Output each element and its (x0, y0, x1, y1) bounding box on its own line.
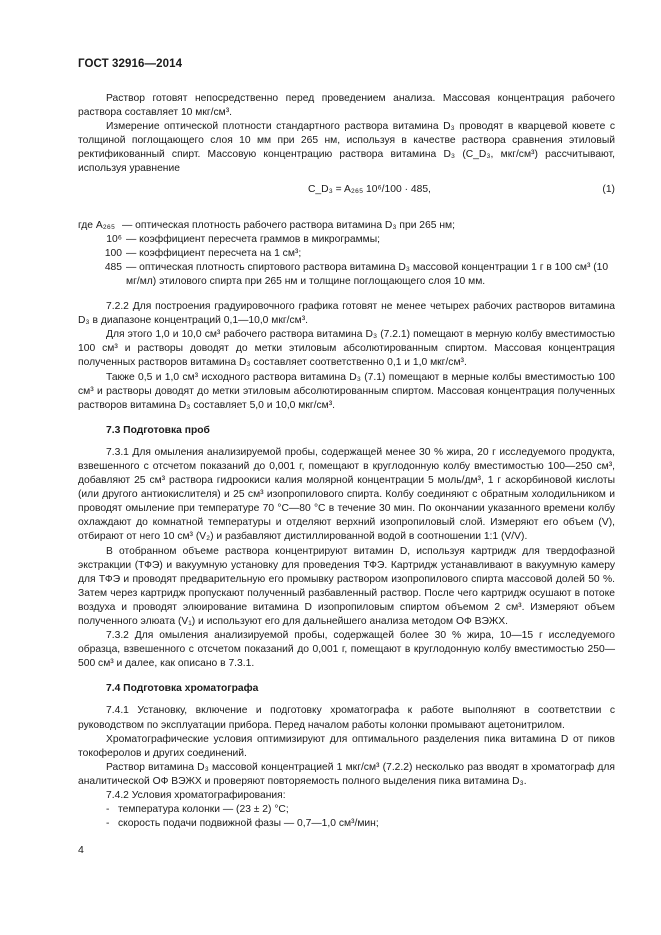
definition-item (78, 219, 615, 233)
list-item-text: температура колонки — (23 ± 2) °C; (118, 804, 289, 816)
definition-text: — коэффициент пересчета граммов в микрограммы; (126, 233, 380, 245)
paragraph: Хроматографические условия оптимизируют для оптимального разделения пика витамина D от пиков токоферолов и других соединений. (78, 733, 615, 759)
definition-text: — коэффициент пересчета на 1 см³; (126, 247, 302, 259)
paragraph: В отобранном объеме раствора концентрируют витамин D, используя картридж для твердофазной экстракции (ТФЭ) и вакуумную установку для проведения ТФЭ. Картридж устанавливают в вакуумную камеру для ТФЭ и проводят предварительную его промывку раствором изопропилового спирта массовой долей 50 %. Затем через картридж пропускают полученный разбавленный раствор. После чего картридж осушают в потоке воздуха и проводят элюирование витамина D изопропиловым спиртом объемом 2 см³. Измеряют объем полученного элюата (V₁) и используют его для дальнейшего анализа методом ОФ ВЭЖХ. (78, 545, 615, 627)
page-number: 4 (78, 844, 84, 856)
definition-symbol: 485 (104, 261, 122, 273)
paragraph: Раствор витамина D₃ массовой концентрацией 1 мкг/см³ (7.2.2) несколько раз вводят в хроматограф для аналитической ОФ ВЭЖХ и проверяют повторяемость полного выделения пика витамина D₃. (78, 761, 615, 787)
definition-symbol: 10⁶ (106, 233, 122, 245)
formula-number: (1) (602, 183, 615, 195)
list-dash: - (106, 804, 110, 816)
definition-symbol: где A₂₆₅ (78, 219, 116, 231)
definition-item (78, 261, 615, 289)
paragraph: Раствор готовят непосредственно перед проведением анализа. Массовая концентрация рабочего раствора составляет 10 мкг/см³. (78, 93, 615, 119)
paragraph: 7.2.2 Для построения градуировочного графика готовят не менее четырех рабочих растворов витамина D₃ в диапазоне концентраций 0,1—10,0 мкг/см³. (78, 301, 615, 327)
list-item (106, 803, 615, 817)
list-item (106, 817, 615, 831)
definition-item (78, 247, 615, 261)
list-dash: - (106, 818, 110, 830)
definition-text: — оптическая плотность рабочего раствора витамина D₃ при 265 нм; (122, 219, 455, 231)
paragraph: Измерение оптической плотности стандартного раствора витамина D₃ проводят в кварцевой кювете с толщиной поглощающего слоя 10 мм при 265 нм, используя в качестве раствора сравнения этиловый ректификованный спирт. Массовую концентрацию раствора витамина D₃ (C_D₃, мкг/см³) рассчитывают, используя уравнение (78, 121, 615, 175)
paragraph: 7.3.2 Для омыления анализируемой пробы, содержащей более 30 % жира, 10—15 г исследуемого образца, взвешенного с отсчетом показаний до 0,001 г, помещают в круглодонную колбу вместимостью 250—500 см³ и далее, как описано в 7.3.1. (78, 630, 615, 670)
definition-item (78, 233, 615, 247)
paragraph: 7.3.1 Для омыления анализируемой пробы, содержащей менее 30 % жира, 20 г исследуемого продукта, взвешенного с отсчетом показаний до 0,001 г, помещают в круглодонную колбу вместимостью 100—250 см³, добавляют 25 см³ раствора гидроокиси калия молярной концентрации 5 моль/дм³, 1 г аскорбиновой кислоты (или другого антиокислителя) и 25 см³ изопропилового спирта. Колбу соединяют с обратным холодильником и проводят омыление при температуре 70 °C—80 °C в течение 30 мин. По окончании указанного времени колбу охлаждают до комнатной температуры и отделяют верхний изопропиловый слой. Измеряют его объем (V), отбирают от него 10 см³ (V₂) и разбавляют дистиллированной водой в соотношении 1:1 (V/V). (78, 446, 615, 543)
section-heading: 7.3 Подготовка проб (106, 424, 210, 436)
paragraph: 7.4.1 Установку, включение и подготовку хроматографа к работе выполняют в соответствии с руководством по эксплуатации прибора. Перед началом работы колонки промывают ацетонитрилом. (78, 705, 615, 731)
page-body (78, 92, 615, 831)
paragraph: Также 0,5 и 1,0 см³ исходного раствора витамина D₃ (7.1) помещают в мерные колбы вместимостью 100 см³ и растворы доводят до метки этиловым абсолютированным спиртом. Массовая концентрация полученных растворов витамина D₃ составляет 5,0 и 10,0 мкг/см³. (78, 371, 615, 411)
section-heading: 7.4 Подготовка хроматографа (106, 683, 259, 695)
list-item-text: скорость подачи подвижной фазы — 0,7—1,0 см³/мин; (118, 818, 379, 830)
formula-definitions (78, 219, 615, 289)
formula-expression: C_D₃ = A₂₆₅ 10⁶/100 · 485, (308, 183, 431, 195)
definition-text: — оптическая плотность спиртового раствора витамина D₃ массовой концентрации 1 г в 100 см³ (10 мг/мл) этилового спирта при 265 нм и толщине поглощающего слоя 10 мм. (126, 261, 609, 287)
paragraph: 7.4.2 Условия хроматографирования: (106, 790, 286, 802)
paragraph: Для этого 1,0 и 10,0 см³ рабочего раствора витамина D₃ (7.2.1) помещают в мерную колбу вместимостью 100 см³ и растворы доводят до метки этиловым абсолютированным спиртом. Массовая концентрация полученных растворов витамина D₃ составляет соответственно 0,1 и 1,0 мкг/см³. (78, 329, 615, 369)
formula-1 (78, 179, 615, 201)
definition-symbol: 100 (104, 247, 122, 259)
page-header-title: ГОСТ 32916—2014 (78, 58, 183, 70)
